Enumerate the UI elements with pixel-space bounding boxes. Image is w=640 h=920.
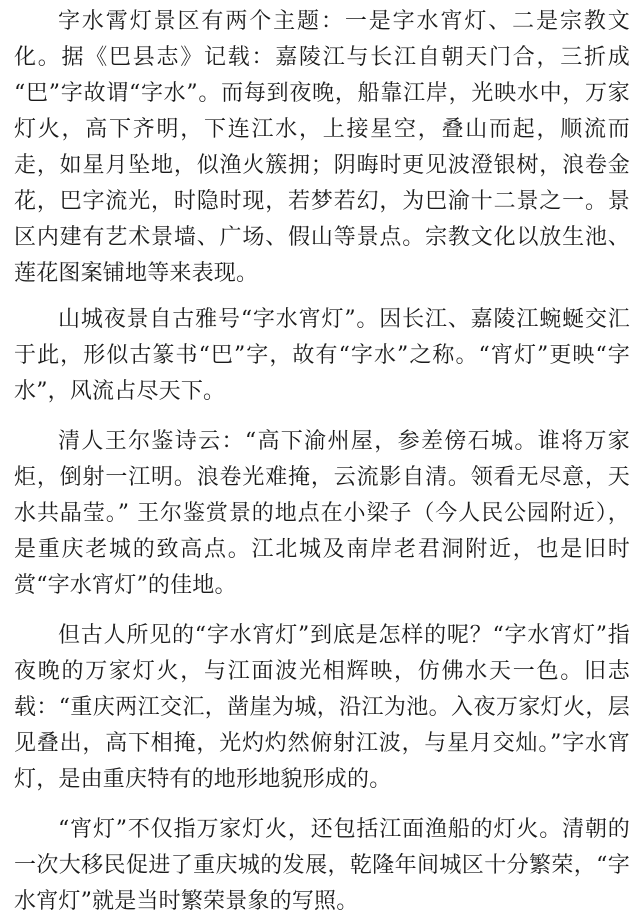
paragraph-intro: 字水霄灯景区有两个主题：一是字水宵灯、二是宗教文化。据《巴县志》记载：嘉陵江与长江自朝天门合，三折成 “巴”字故谓“字水”。而每到夜晚，船靠江岸，光映水中，万家灯火，高下齐明，下连江水，上接星空，叠山而起，顺流而走，如星月坠地，似渔火簇拥；阴晦时更见波澄银树，浪卷金花，巴字流光，时隐时现，若梦若幻，为巴渝十二景之一。景区内建有艺术景墙、广场、假山等景点。宗教文化以放生池、莲花图案铺地等来表现。 — [14, 9, 630, 286]
article-body — [14, 4, 630, 920]
paragraph-ancient-view: 但古人所见的“字水宵灯”到底是怎样的呢？“字水宵灯”指夜晚的万家灯火，与江面波光相辉映，仿佛水天一色。旧志载：“重庆两江交汇，凿崖为城，沿江为池。入夜万家灯火，层见叠出，高下相掩，光灼灼然俯射江波，与星月交灿。”字水宵灯，是由重庆特有的地形地貌形成的。 — [14, 623, 630, 792]
paragraph-qing-migration: “宵灯”不仅指万家灯火，还包括江面渔船的灯火。清朝的一次大移民促进了重庆城的发展，乾隆年间城区十分繁荣，“字水宵灯”就是当时繁荣景象的写照。 — [14, 817, 630, 914]
paragraph-wang-erjian-poem: 清人王尔鉴诗云：“高下渝州屋，参差傍石城。谁将万家炬，倒射一江明。浪卷光难掩，云流影自清。领看无尽意，天水共晶莹。” 王尔鉴赏景的地点在小梁子（今人民公园附近），是重庆老城的致高点。江北城及南岸老君洞附近，也是旧时赏“字水宵灯”的佳地。 — [14, 429, 630, 598]
paragraph-night-scene-name: 山城夜景自古雅号“字水宵灯”。因长江、嘉陵江蜿蜒交汇于此，形似古篆书“巴”字，故有“字水”之称。“宵灯”更映“字水”，风流占尽天下。 — [14, 307, 630, 404]
